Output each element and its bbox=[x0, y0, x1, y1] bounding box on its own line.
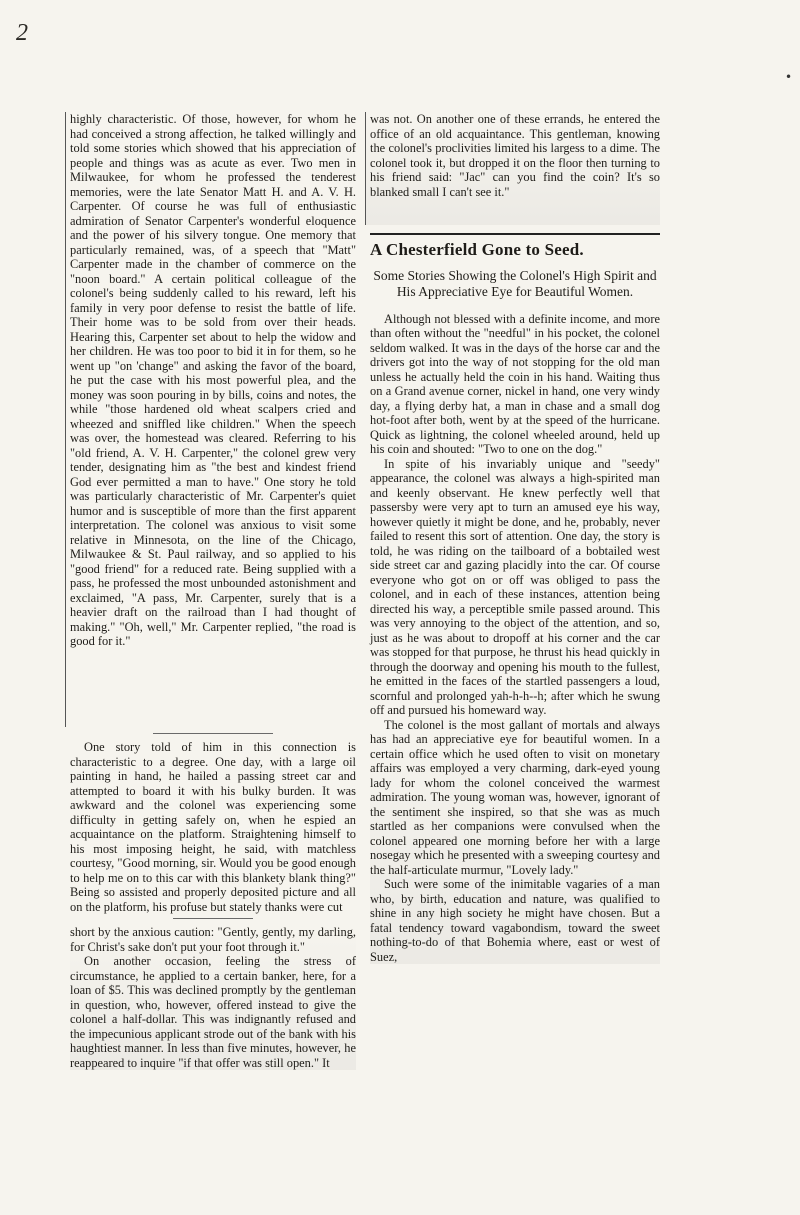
column-separator bbox=[173, 918, 253, 919]
article-paragraph: The colonel is the most gallant of mortals and always has had an appreciative eye for beautiful women. In a certain office which he used often to visit on monetary affairs was employed a very charming, dark-eyed young lady for whom the colonel conceived the warmest admiration. The young woman was, however, ignorant of the sentiment she inspired, so that she was as much startled as her companions were convulsed when the colonel appeared one morning before her with a large nosegay which he presented with a sweeping courtesy and the half-articulate murmur, "Lovely lady." bbox=[370, 717, 660, 877]
column-separator bbox=[153, 733, 273, 734]
article-paragraph: One story told of him in this connection is characteristic to a degree. One day, with a large oil painting in hand, he hailed a passing street car and attempted to board it with his bulky burden. It was awkward and the colonel was experiencing some difficulty in getting safely on, when he espied an acquaintance on the platform. Straightening himself to his most imposing height, he said, with matchless courtesy, "Good morning, sir. Would you be good enough to help me on to this car with this blankety blank thing?" Being so assisted and properly deposited picture and all on the platform, his profuse but stately thanks were cut bbox=[70, 740, 356, 914]
article-paragraph: short by the anxious caution: "Gently, gently, my darling, for Christ's sake don't put your foot through it." bbox=[70, 925, 356, 954]
article-paragraph: highly characteristic. Of those, however, for whom he had conceived a strong affection, he talked willingly and told some stories which showed that his appreciation of people and things was as acute as ever. Two men in Milwaukee, for whom he professed the tenderest memories, were the late Senator Matt H. and A. V. H. Carpenter. Of course he was full of enthusiastic admiration of Senator Carpenter's wonderful eloquence and the power of his silvery tongue. One memory that particularly remained, was, of a speech that "Matt" Carpenter made in the chamber of commerce on the "noon board." A certain political colleague of the colonel's being suddenly called to his reward, left his family in very poor defense to resist the battle of life. Their home was to be sold from over their heads. Hearing this, Carpenter set about to help the widow and her children. He was too poor to bid it in for them, so he went up "on 'change" and asking the favor of the board, he put the case with his most powerful plea, and the money was soon pouring in by bills, coins and notes, the while "those hardened old wheat scalpers cried and wheezed and sniffled like children." When the speech was over, the homestead was cleared. Referring to his "old friend, A. V. H. Carpenter," the colonel grew very tender, designating him as "the best and kindest friend God ever permitted a man to have." One story he told was particularly characteristic of Mr. Carpenter's quiet humor and is susceptible of more than the first apparent interpretation. The colonel was anxious to visit some relative in Minnesota, on the line of the Chicago, Milwaukee & St. Paul railway, and so applied to his "good friend" for a reduced rate. Being supplied with a pass, he professed the most unbounded astonishment and exclaimed, "A pass, Mr. Carpenter, surely that is a heavier draft on the railroad than I had thought of making." "Oh, well," Mr. Carpenter replied, "the road is good for it." bbox=[70, 112, 356, 648]
right-column-bottom-block bbox=[370, 718, 660, 965]
article-paragraph: On another occasion, feeling the stress of circumstance, he applied to a certain banker, here, for a loan of $5. This was declined promptly by the gentleman in question, who, however, offered instead to give the colonel a half-dollar. This was indignantly refused and the impecunious applicant strode out of the bank with his haughtiest manner. In less than five minutes, however, he reappeared to inquire "if that offer was still open." It bbox=[70, 954, 356, 1070]
right-column bbox=[370, 112, 660, 964]
left-column-bottom-block bbox=[70, 925, 356, 1070]
article-paragraph: was not. On another one of these errands, he entered the office of an old acquaintance. This gentleman, knowing the colonel's proclivities limited his largess to a dime. The colonel took it, but dropped it on the floor then turning to his friend said: "Jac" can you find the coin? It's so blanked small I can't see it." bbox=[370, 112, 660, 199]
page-number: 2 bbox=[16, 20, 28, 46]
edge-mark: • bbox=[785, 70, 793, 84]
article-paragraph: Although not blessed with a definite income, and more than often without the "needful" in his pocket, the colonel seldom walked. It was in the days of the horse car and the drivers got into the way of not stopping for the old man unless he actually held the coin in his hand. Waiting thus on a Grand avenue corner, nickel in hand, one very windy day, a flying derby hat, a man in chase and a small dog hot-foot after both, went by at the speed of the hurricane. Quick as lightning, the colonel wheeled around, held up his coin and shouted: "Two to one on the dog." bbox=[370, 311, 660, 456]
left-column bbox=[70, 112, 356, 1070]
article-paragraph: In spite of his invariably unique and "seedy" appearance, the colonel was always a high-spirited man and keenly observant. He knew perfectly well that passersby were very apt to turn an amused eye his way, however quietly it might be done, and he, probably, never failed to resent this sort of attention. One day, the story is told, he was riding on the tailboard of a bobtailed west side street car and gazing placidly into the car. Of course everyone who got on or off was obliged to pass the colonel, and in each of these instances, attention being directed his way, a perceptible smile passed around. This was very annoying to the object of the attention, and so, just as he was about to dropoff at his corner and the car was stopped for that purpose, he thrust his head quickly in through the doorway and opening his mouth to the fullest, he emitted in the faces of the startled passengers a loud, scornful and prolonged yah-h-h--h; after which he swung off and pursued his homeward way. bbox=[370, 456, 660, 717]
article-paragraph: Such were some of the inimitable vagaries of a man who, by birth, education and nature, was qualified to shine in any high society he might have chosen. But a fatal tendency toward vagabondism, toward the sweet nothing-to-do of that Bohemia where, east or west of Suez, bbox=[370, 877, 660, 964]
left-column-top-block bbox=[65, 112, 356, 727]
right-column-top-block bbox=[365, 112, 660, 225]
article-headline: A Chesterfield Gone to Seed. bbox=[370, 233, 660, 258]
article-subheadline: Some Stories Showing the Colonel's High Spirit and His Appreciative Eye for Beautiful Women. bbox=[373, 267, 657, 299]
